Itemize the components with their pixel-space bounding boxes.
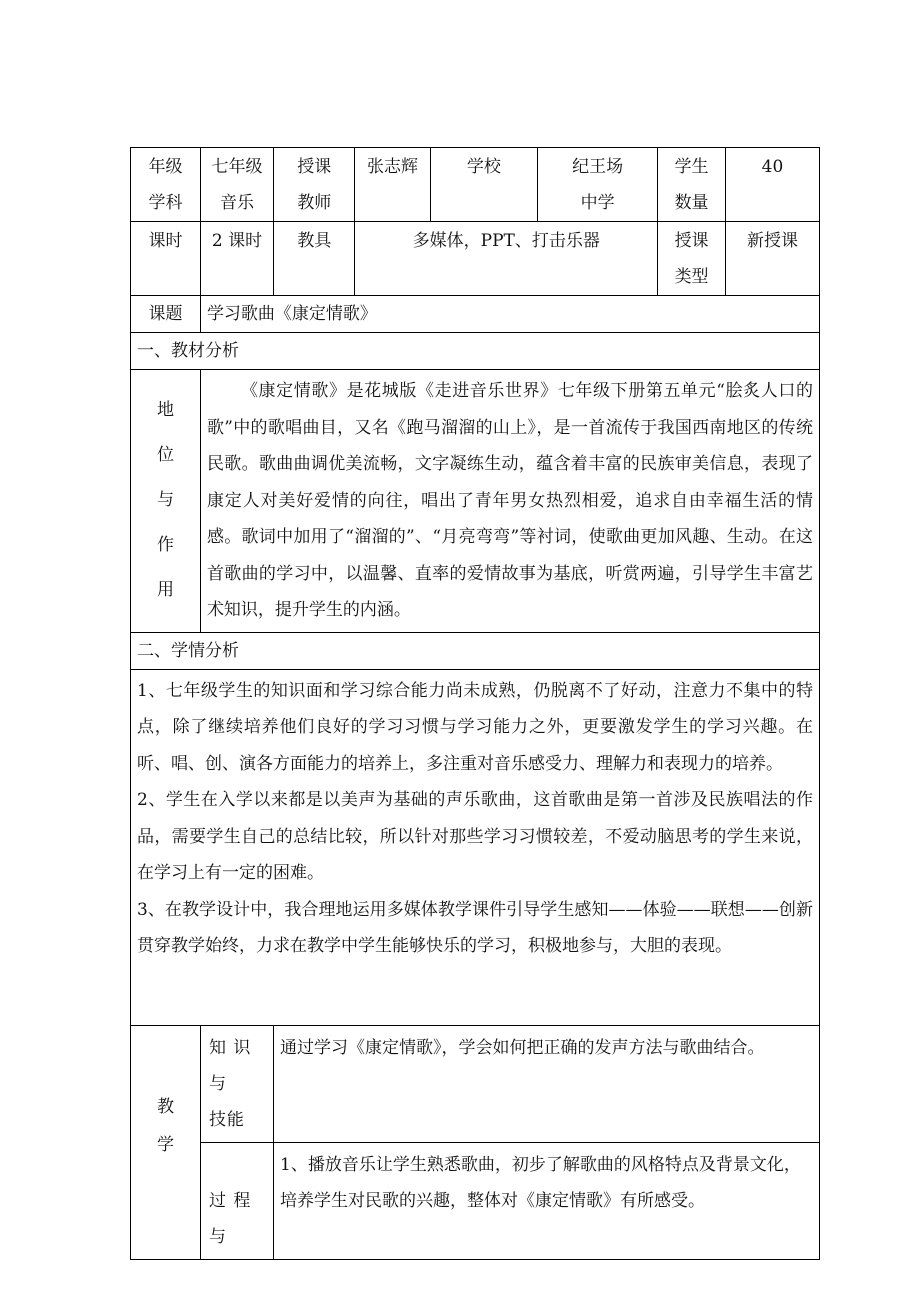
section2-content-row: [131, 669, 820, 1025]
section3-row-2: [131, 1142, 820, 1259]
section2-title-row: [131, 632, 820, 669]
section2-paragraph-2: 2、学生在入学以来都是以美声为基础的声乐歌曲，这首歌曲是第一首涉及民族唱法的作品，需要学生自己的总结比较，所以针对那些学习习惯较差，不爱动脑思考的学生来说，在学习上有一定的困难。: [137, 790, 813, 883]
section2-paragraph-1: 1、七年级学生的知识面和学习综合能力尚未成熟，仍脱离不了好动，注意力不集中的特点，除了继续培养他们良好的学习习惯与学习能力之外，更要激发学生的学习兴趣。在听、唱、创、演各方面能力的培养上，多注重对音乐感受力、理解力和表现力的培养。: [137, 680, 813, 774]
section1-title: 一、教材分析: [131, 333, 820, 370]
section3-row2-label: 过 程 与: [200, 1142, 273, 1259]
section3-row2-text: 1、播放音乐让学生熟悉歌曲，初步了解歌曲的风格特点及背景文化，培养学生对民歌的兴趣，整体对《康定情歌》有所感受。: [274, 1142, 820, 1259]
school-value: 纪王场 中学: [538, 148, 658, 222]
section2-paragraph-3: 3、在教学设计中，我合理地运用多媒体教学课件引导学生感知——体验——联想——创新贯穿教学始终，力求在教学中学生能够快乐的学习，积极地参与，大胆的表现。: [137, 899, 813, 956]
section1-title-row: [131, 333, 820, 370]
lesson-plan-table: [130, 147, 820, 1260]
section2-title: 二、学情分析: [131, 632, 820, 669]
teacher-value: 张志辉: [355, 148, 430, 222]
section2-text-cell: [131, 669, 820, 1025]
period-value: 2 课时: [200, 222, 273, 296]
topic-value: 学习歌曲《康定情歌》: [200, 296, 819, 333]
section1-text: 《康定情歌》是花城版《走进音乐世界》七年级下册第五单元“脍炙人口的歌”中的歌唱曲目，又名《跑马溜溜的山上》，是一首流传于我国西南地区的传统民歌。歌曲曲调优美流畅，文字凝练生动，蕴含着丰富的民族审美信息，表现了康定人对美好爱情的向往，唱出了青年男女热烈相爱，追求自由幸福生活的情感。歌词中加用了“溜溜的”、“月亮弯弯”等衬词，使歌曲更加风趣、生动。在这首歌曲的学习中，以温馨、直率的爱情故事为基底，听赏两遍，引导学生丰富艺术知识，提升学生的内涵。: [206, 381, 813, 620]
grade-subject-label: 年级 学科: [131, 148, 201, 222]
school-label: 学校: [430, 148, 538, 222]
lesson-type-value: 新授课: [725, 222, 819, 296]
students-value: 40: [725, 148, 819, 222]
header-row-1: [131, 148, 820, 222]
grade-subject-value: 七年级 音乐: [200, 148, 273, 222]
tools-value: 多媒体，PPT、打击乐器: [355, 222, 658, 296]
teacher-label: 授课 教师: [274, 148, 355, 222]
section3-row-1: [131, 1025, 820, 1142]
tools-label: 教具: [274, 222, 355, 296]
topic-row: [131, 296, 820, 333]
section1-content-row: [131, 370, 820, 633]
period-label: 课时: [131, 222, 201, 296]
section1-text-cell: [200, 370, 819, 633]
topic-label: 课题: [131, 296, 201, 333]
lesson-type-label: 授课 类型: [658, 222, 726, 296]
section3-row1-label: 知 识 与 技能: [200, 1025, 273, 1142]
section3-side-label: 教 学: [131, 1025, 201, 1259]
students-label: 学生 数量: [658, 148, 726, 222]
header-row-2: [131, 222, 820, 296]
section3-row1-text: 通过学习《康定情歌》，学会如何把正确的发声方法与歌曲结合。: [274, 1025, 820, 1142]
section1-side-label: 地 位 与 作 用: [131, 370, 201, 633]
